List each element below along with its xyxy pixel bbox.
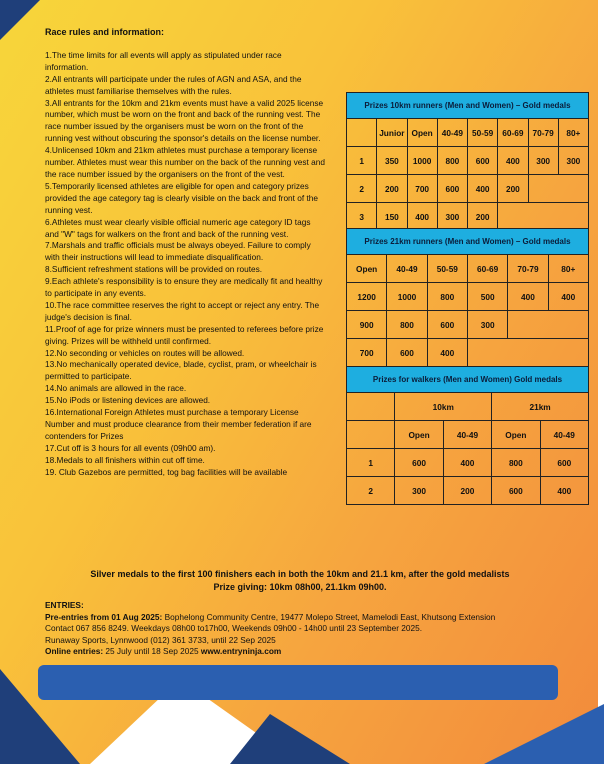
table-cell: 400 — [548, 283, 588, 311]
rules-title: Race rules and information: — [45, 27, 165, 37]
empty-cell — [347, 393, 395, 421]
table-header-row — [347, 255, 589, 283]
table-cell: 900 — [347, 311, 387, 339]
rule-item: 16.International Foreign Athletes must purchase a temporary License Number and must produce clearance from their member federation if are contenders for Prizes — [45, 407, 312, 441]
table-row — [347, 311, 589, 339]
table-row — [347, 147, 589, 175]
table-cell: 800 — [387, 311, 427, 339]
table-cell: 800 — [427, 283, 467, 311]
online-entries-line — [45, 646, 565, 658]
header-cell: Open — [347, 255, 387, 283]
rule-item: 4.Unlicensed 10km and 21km athletes must purchase a temporary license number. Athletes must wear this number on the back of the running vest and the race number issued by the organisers on the front of the vest. — [45, 145, 325, 179]
table-cell: 300 — [467, 311, 507, 339]
table-cell: 800 — [437, 147, 467, 175]
header-cell: Junior — [377, 119, 407, 147]
table-row — [347, 283, 589, 311]
rule-item: 12.No seconding or vehicles on routes will be allowed. — [45, 347, 245, 358]
rule-item: 13.No mechanically operated device, blade, cyclist, pram, or wheelchair is permitted to participate. — [45, 359, 317, 382]
table-cell: 400 — [407, 203, 437, 231]
rule-item: 5.Temporarily licensed athletes are eligible for open and category prizes provided the age category tag is clearly visible on the back and front of the running vest. — [45, 180, 319, 215]
table-cell: 600 — [540, 449, 588, 477]
rule-item: 18.Medals to all finishers within cut off time. — [45, 454, 205, 465]
rule-item: 11.Proof of age for prize winners must be presented to referees before prize giving. Prizes will be withheld until confirmed. — [45, 323, 324, 346]
header-cell: 70-79 — [528, 119, 558, 147]
table-cell: 1200 — [347, 283, 387, 311]
table-cell: 1000 — [387, 283, 427, 311]
table-cell: 350 — [377, 147, 407, 175]
prizes-walkers-table — [346, 366, 589, 505]
rule-item: 1.The time limits for all events will apply as stipulated under race information. — [45, 49, 282, 72]
pre-entries-text: Bophelong Community Centre, 19477 Molepo Street, Mamelodi East, Khutsong Extension — [162, 611, 496, 622]
header-cell: 50-59 — [427, 255, 467, 283]
header-cell: 60-69 — [467, 255, 507, 283]
rule-item: 17.Cut off is 3 hours for all events (09h00 am). — [45, 442, 216, 453]
rule-item: 3.All entrants for the 10km and 21km events must have a valid 2025 license number, which must be worn on the front and back of the running vest. The race number issued by the organisers must be worn on the front of the running vest without obscuring the sponsor's details on the license number. — [45, 97, 324, 144]
header-cell: 80+ — [548, 255, 588, 283]
rule-item: 15.No iPods or listening devices are allowed. — [45, 395, 211, 406]
header-cell: 40-49 — [443, 421, 491, 449]
prizes-10k-table — [346, 92, 589, 231]
table-cell: 1000 — [407, 147, 437, 175]
rules-list — [45, 50, 325, 479]
header-cell: 40-49 — [387, 255, 427, 283]
table-cell: 400 — [468, 175, 498, 203]
rule-item: 2.All entrants will participate under the rules of AGN and ASA, and the athletes must familiarise themselves with the rules. — [45, 73, 302, 96]
online-entries-text: 25 July until 18 Sep 2025 — [103, 646, 201, 657]
footer-bar — [38, 665, 558, 700]
table-row — [347, 477, 589, 505]
pre-entries-line — [45, 612, 565, 624]
corner-decoration — [230, 714, 350, 764]
rule-item: 10.The race committee reserves the right to accept or reject any entry. The judge's decision is final. — [45, 299, 320, 322]
table-row — [347, 175, 589, 203]
corner-decoration — [0, 0, 40, 40]
group-header-cell: 21km — [492, 393, 589, 421]
table-cell: 2 — [347, 175, 377, 203]
header-cell: 80+ — [558, 119, 588, 147]
table-cell: 3 — [347, 203, 377, 231]
table-cell: 600 — [427, 311, 467, 339]
rule-item: 19. Club Gazebos are permitted, tog bag facilities will be available — [45, 466, 288, 477]
table-cell: 600 — [492, 477, 540, 505]
header-cell — [347, 119, 377, 147]
border-decoration — [598, 0, 604, 764]
table-caption: Prizes for walkers (Men and Women) Gold medals — [347, 367, 589, 393]
rule-item: 6.Athletes must wear clearly visible official numeric age category ID tags and "W" tags for walkers on the front and back of the running vest. — [45, 216, 311, 239]
table-cell: 600 — [387, 339, 427, 367]
table-cell: 400 — [427, 339, 467, 367]
header-cell: 40-49 — [437, 119, 467, 147]
table-cell: 1 — [347, 449, 395, 477]
table-cell: 300 — [558, 147, 588, 175]
group-header-cell: 10km — [395, 393, 492, 421]
header-cell: 70-79 — [508, 255, 548, 283]
rule-item: 14.No animals are allowed in the race. — [45, 383, 187, 394]
entries-title: ENTRIES: — [45, 600, 84, 610]
table-caption: Prizes 21km runners (Men and Women) – Gold medals — [347, 229, 589, 255]
table-cell: 200 — [443, 477, 491, 505]
header-cell: Open — [492, 421, 540, 449]
rule-item: 9.Each athlete's responsibility is to ensure they are medically fit and healthy to participate in any events. — [45, 276, 323, 299]
silver-medals-note — [40, 568, 560, 594]
table-cell: 400 — [508, 283, 548, 311]
race-rules-section — [45, 27, 325, 479]
empty-cell — [347, 421, 395, 449]
table-cell: 200 — [498, 175, 528, 203]
entries-section — [45, 600, 565, 658]
table-row — [347, 203, 589, 231]
table-cell: 600 — [468, 147, 498, 175]
table-cell: 200 — [468, 203, 498, 231]
table-cell: 2 — [347, 477, 395, 505]
table-row — [347, 449, 589, 477]
header-cell: Open — [395, 421, 443, 449]
table-cell: 500 — [467, 283, 507, 311]
rule-item: 8.Sufficient refreshment stations will be provided on routes. — [45, 264, 263, 275]
table-cell: 400 — [498, 147, 528, 175]
table-cell: 1 — [347, 147, 377, 175]
table-cell: 600 — [437, 175, 467, 203]
online-entries-label: Online entries: — [45, 646, 104, 657]
table-cell: 300 — [395, 477, 443, 505]
header-cell: 60-69 — [498, 119, 528, 147]
table-cell: 300 — [528, 147, 558, 175]
silver-medals-line: Silver medals to the first 100 finishers each in both the 10km and 21.1 km, after the gold medalists — [90, 569, 510, 579]
table-cell: 200 — [377, 175, 407, 203]
corner-decoration — [484, 704, 604, 764]
empty-cell — [467, 339, 588, 367]
header-cell: Open — [407, 119, 437, 147]
table-cell: 400 — [443, 449, 491, 477]
contact-line: Contact 067 856 8249. Weekdays 08h00 to17h00, Weekends 09h00 - 14h00 until 23 September 2025. — [45, 623, 423, 634]
table-cell: 700 — [347, 339, 387, 367]
entry-website-link[interactable]: www.entryninja.com — [200, 646, 282, 657]
empty-cell — [528, 175, 589, 203]
table-cell: 400 — [540, 477, 588, 505]
table-group-row — [347, 393, 589, 421]
runaway-line: Runaway Sports, Lynnwood (012) 361 3733, until 22 Sep 2025 — [45, 634, 276, 645]
prizes-21k-table — [346, 228, 589, 367]
prize-giving-line: Prize giving: 10km 08h00, 21.1km 09h00. — [213, 582, 387, 592]
table-header-row — [347, 421, 589, 449]
rule-item: 7.Marshals and traffic officials must be always obeyed. Failure to comply with their instructions will lead to immediate disqualification. — [45, 240, 311, 263]
table-row — [347, 339, 589, 367]
empty-cell — [508, 311, 589, 339]
header-cell: 40-49 — [540, 421, 588, 449]
header-cell: 50-59 — [468, 119, 498, 147]
empty-cell — [498, 203, 589, 231]
table-cell: 150 — [377, 203, 407, 231]
table-caption: Prizes 10km runners (Men and Women) – Gold medals — [347, 93, 589, 119]
table-cell: 700 — [407, 175, 437, 203]
table-header-row — [347, 119, 589, 147]
table-cell: 600 — [395, 449, 443, 477]
table-cell: 800 — [492, 449, 540, 477]
table-cell: 300 — [437, 203, 467, 231]
pre-entries-label: Pre-entries from 01 Aug 2025: — [45, 611, 163, 622]
